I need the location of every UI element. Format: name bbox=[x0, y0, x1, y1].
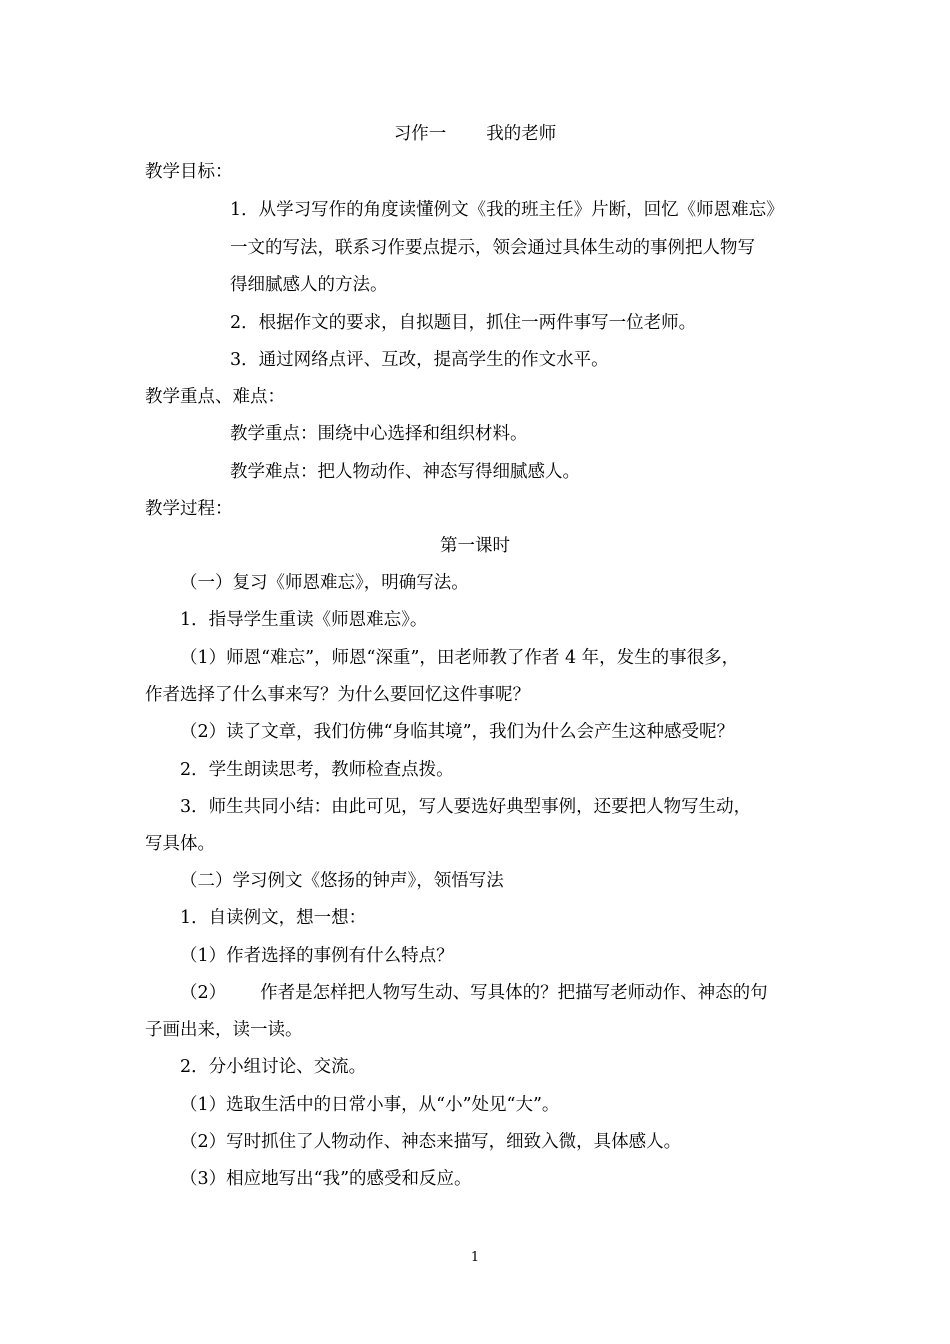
section2-item1: 1．自读例文，想一想： bbox=[180, 908, 367, 928]
document-title bbox=[0, 122, 950, 146]
section1-heading: （一）复习《师恩难忘》，明确写法。 bbox=[180, 573, 469, 593]
section2-q1: （1）作者选择的事例有什么特点？ bbox=[180, 946, 454, 966]
section2-heading: （二）学习例文《悠扬的钟声》，领悟写法 bbox=[180, 871, 504, 891]
section1-q2: （2）读了文章，我们仿佛“身临其境”，我们为什么会产生这种感受呢？ bbox=[180, 722, 735, 742]
process-heading: 教学过程： bbox=[145, 499, 233, 519]
section1-item3-line2: 写具体。 bbox=[145, 834, 215, 854]
title-left: 习作一 bbox=[393, 124, 447, 144]
objectives-heading: 教学目标： bbox=[145, 162, 233, 182]
section2-item2: 2．分小组讨论、交流。 bbox=[180, 1057, 367, 1077]
objective-line-2: 一文的写法，联系习作要点提示，领会通过具体生动的事例把人物写 bbox=[230, 238, 755, 258]
objective-line-5: 3．通过网络点评、互改，提高学生的作文水平。 bbox=[230, 350, 609, 370]
objective-line-4: 2．根据作文的要求，自拟题目，抓住一两件事写一位老师。 bbox=[230, 313, 697, 333]
key-points-heading: 教学重点、难点： bbox=[145, 387, 285, 407]
objective-line-3: 得细腻感人的方法。 bbox=[230, 275, 388, 295]
section2-q2-line1 bbox=[180, 981, 768, 1005]
section2-answer1: （1）选取生活中的日常小事，从“小”处见“大”。 bbox=[180, 1095, 560, 1115]
section2-q2-prefix: （2） bbox=[180, 983, 227, 1003]
section1-item2: 2．学生朗读思考，教师检查点拨。 bbox=[180, 760, 454, 780]
section2-q2-line2: 子画出来，读一读。 bbox=[145, 1020, 303, 1040]
difficulty: 教学难点：把人物动作、神态写得细腻感人。 bbox=[230, 462, 580, 482]
key-point: 教学重点：围绕中心选择和组织材料。 bbox=[230, 424, 528, 444]
section1-item3-line1: 3．师生共同小结：由此可见，写人要选好典型事例，还要把人物写生动， bbox=[180, 797, 752, 817]
section1-q1-line1: （1）师恩“难忘”，师恩“深重”，田老师教了作者 4 年，发生的事很多， bbox=[180, 648, 740, 668]
section2-answer3: （3）相应地写出“我”的感受和反应。 bbox=[180, 1169, 472, 1189]
title-right: 我的老师 bbox=[486, 124, 557, 144]
page-number: 1 bbox=[470, 1250, 480, 1265]
lesson-title: 第一课时 bbox=[440, 536, 510, 556]
objective-line-1: 1．从学习写作的角度读懂例文《我的班主任》片断，回忆《师恩难忘》 bbox=[230, 200, 784, 220]
section1-q1-line2: 作者选择了什么事来写？为什么要回忆这件事呢？ bbox=[145, 685, 530, 705]
section2-q2-text: 作者是怎样把人物写生动、写具体的？把描写老师动作、神态的句 bbox=[260, 983, 768, 1003]
section2-answer2: （2）写时抓住了人物动作、神态来描写，细致入微，具体感人。 bbox=[180, 1132, 682, 1152]
section1-item1: 1．指导学生重读《师恩难忘》。 bbox=[180, 610, 428, 630]
